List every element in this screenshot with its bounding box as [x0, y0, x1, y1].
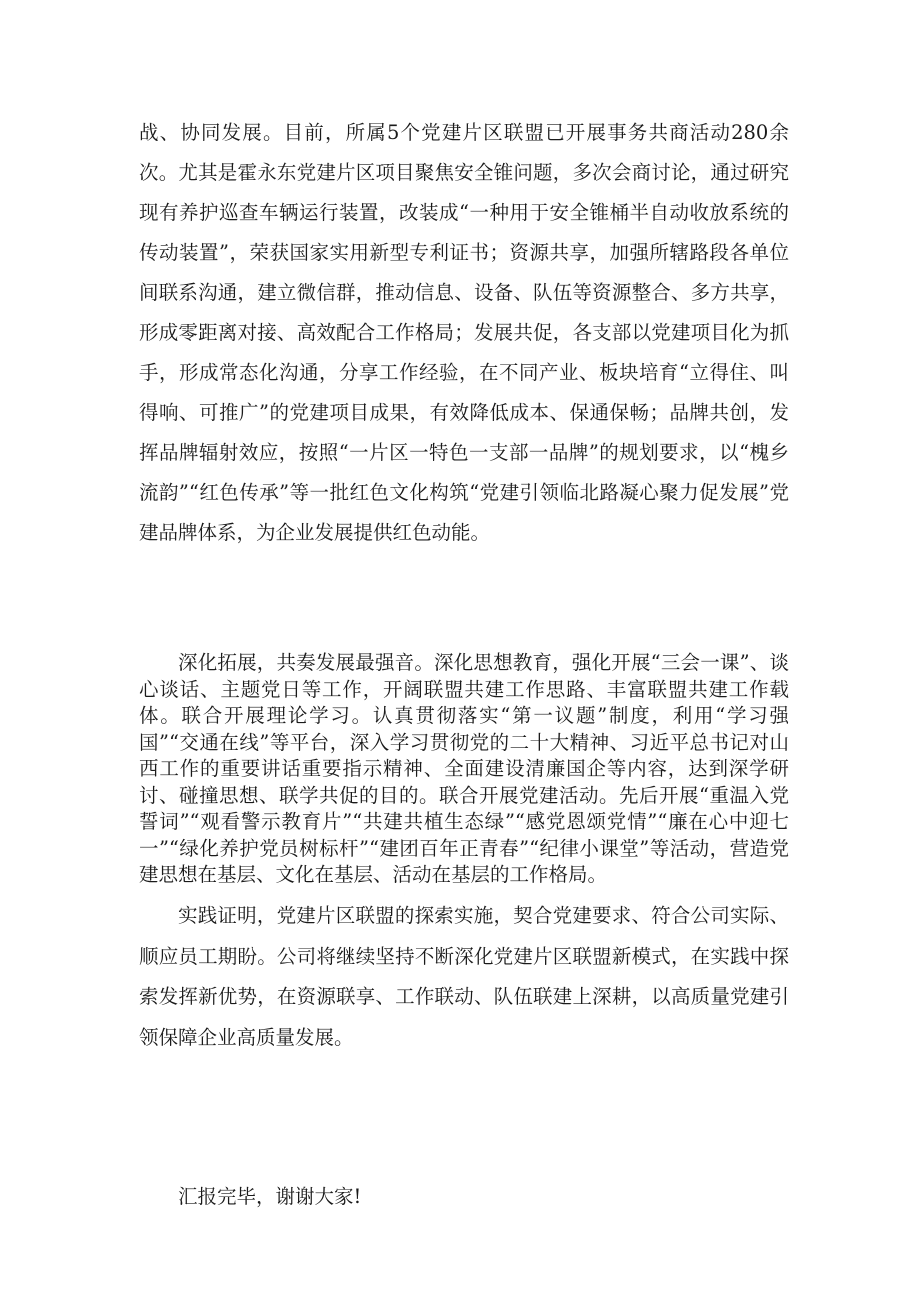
paragraph-district-alliance-results: 战、协同发展。目前，所属5个党建片区联盟已开展事务共商活动280余次。尤其是霍永东党建片区项目聚焦安全锥问题，多次会商讨论，通过研究现有养护巡查车辆运行装置，改装成“一种用于安全锥桶半自动收放系统的传动装置”，荣获国家实用新型专利证书；资源共享，加强所辖路段各单位间联系沟通，建立微信群，推动信息、设备、队伍等资源整合、多方共享，形成零距离对接、高效配合工作格局；发展共促，各支部以党建项目化为抓手，形成常态化沟通，分享工作经验，在不同产业、板块培育“立得住、叫得响、可推广”的党建项目成果，有效降低成本、保通保畅；品牌共创，发挥品牌辐射效应，按照“一片区一特色一支部一品牌”的规划要求，以“槐乡流韵”“红色传承”等一批红色文化构筑“党建引领临北路凝心聚力促发展”党建品牌体系，为企业发展提供红色动能。	[139, 121, 789, 544]
paragraph-deepen-expansion: 深化拓展，共奏发展最强音。深化思想教育，强化开展“三会一课”、谈心谈话、主题党日等工作，开阔联盟共建工作思路、丰富联盟共建工作载体。联合开展理论学习。认真贯彻落实“第一议题”制度，利用“学习强国”“交通在线”等平台，深入学习贯彻党的二十大精神、习近平总书记对山西工作的重要讲话重要指示精神、全面建设清廉国企等内容，达到深学研讨、碰撞思想、联学共促的目的。联合开展党建活动。先后开展“重温入党誓词”“观看警示教育片”“共建共植生态绿”“感党恩颂党情”“廉在心中迎七一”“绿化养护党员树标杆”“建团百年正青春”“纪律小课堂”等活动，营造党建思想在基层、文化在基层、活动在基层的工作格局。	[139, 651, 789, 886]
paragraph-practice-proves: 实践证明，党建片区联盟的探索实施，契合党建要求、符合公司实际、顺应员工期盼。公司将继续坚持不断深化党建片区联盟新模式，在实践中探索发挥新优势，在资源联享、工作联动、队伍联建上深耕，以高质量党建引领保障企业高质量发展。	[139, 904, 789, 1049]
paragraph-closing: 汇报完毕，谢谢大家!	[178, 1185, 362, 1208]
